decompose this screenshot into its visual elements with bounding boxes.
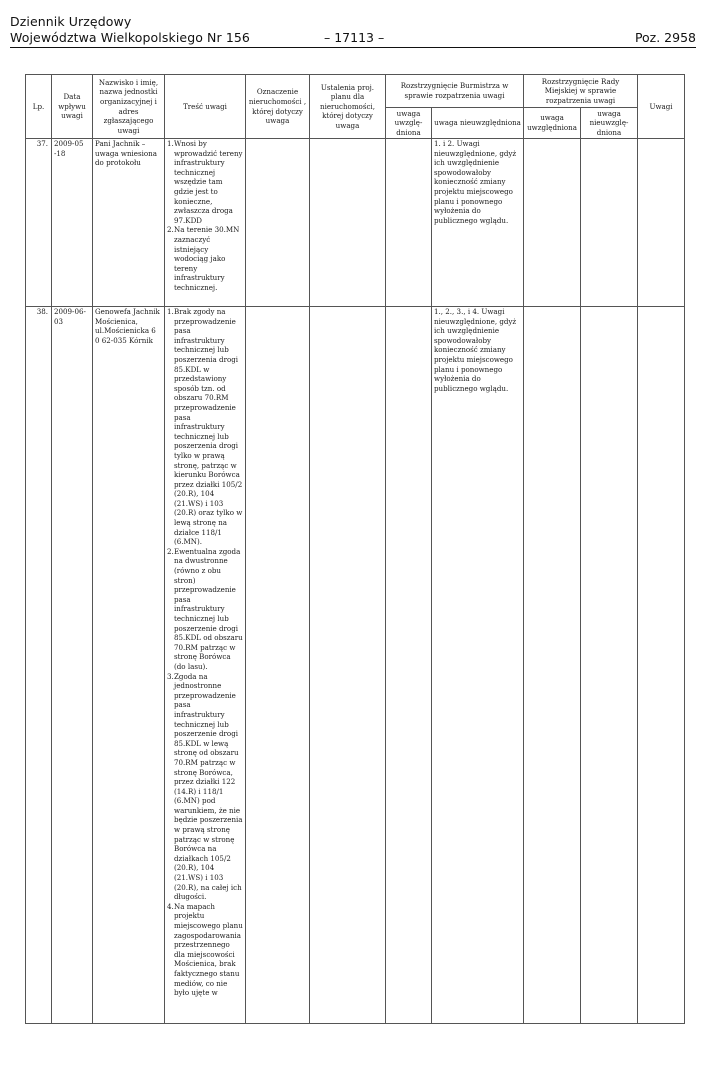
row-property — [246, 307, 310, 1024]
content-item — [167, 902, 243, 998]
content-list — [167, 139, 243, 293]
item-number: 3. — [167, 671, 174, 681]
page-number: – 17113 – — [324, 30, 385, 45]
col-property: Oznaczenie nieruchomości , której dotyczy uwaga — [246, 75, 310, 139]
row-name: Genowefa Jachnik Mościenica, ul.Mościenicka 6 0 62-035 Kórnik — [93, 307, 165, 1024]
item-number: 1. — [167, 307, 174, 316]
content-item — [167, 225, 243, 292]
page-header — [10, 14, 696, 48]
header-divider — [10, 47, 696, 48]
content-item — [167, 547, 243, 672]
row-council-rejected — [581, 139, 638, 307]
table-row — [26, 139, 685, 307]
row-date: 2009-06-03 — [52, 307, 93, 1024]
row-date: 2009-05 -18 — [52, 139, 93, 307]
journal-issue: Województwa Wielkopolskiego Nr 156 — [10, 30, 250, 45]
col-mayor-group: Rozstrzygnięcie Burmistrza w sprawie rozpatrzenia uwagi — [386, 75, 524, 108]
content-list — [167, 307, 243, 998]
col-content: Treść uwagi — [165, 75, 246, 139]
row-mayor-accepted — [386, 139, 432, 307]
item-text: Na mapach projektu miejscowego planu zagospodarowania przestrzennego dla miejscowości Mościenica, brak faktycznego stanu mediów, co nie było ujęte w — [174, 901, 243, 998]
comments-table — [25, 74, 685, 1024]
col-remarks: Uwagi — [638, 75, 685, 139]
row-lp: 38. — [26, 307, 52, 1024]
item-number: 2. — [167, 225, 174, 235]
col-council-group: Rozstrzygnięcie Rady Miejskiej w sprawie rozpatrzenia uwagi — [524, 75, 638, 108]
col-lp: Lp. — [26, 75, 52, 139]
col-mayor-accepted: uwaga uwzglę-dniona — [386, 108, 432, 139]
row-mayor-rejected: 1., 2., 3., i 4. Uwagi nieuwzględnione, gdyż ich uwzględnienie spowodowałoby konieczność zmiany projektu miejscowego planu i ponownego wyłożenia do publicznego wglądu. — [432, 307, 524, 1024]
row-council-accepted — [524, 307, 581, 1024]
row-content — [165, 139, 246, 307]
row-name: Pani Jachnik – uwaga wniesiona do protokołu — [93, 139, 165, 307]
item-text: Wnosi by wprowadzić tereny infrastruktury technicznej wszędzie tam gdzie jest to konieczne, zwłaszcza droga 97.KDD — [174, 139, 243, 225]
item-number: 2. — [167, 546, 174, 556]
table-row — [26, 307, 685, 1024]
row-content — [165, 307, 246, 1024]
item-text: Brak zgody na przeprowadzenie pasa infrastruktury technicznej lub poszerzenia drogi 85.KDL w przedstawiony sposób tzn. od obszaru 70.RM przeprowadzenie pasa infrastruktury technicznej lub poszerzenia drogi tylko w prawą stronę, patrząc w kierunku Borówca przez działki 105/2 (20.R), 104 (21.WS) i 103 (20.R) oraz tylko w lewą stronę na działce 118/1 (6.MN). — [174, 307, 243, 547]
row-plan — [310, 139, 386, 307]
col-date: Data wpływu uwagi — [52, 75, 93, 139]
col-council-rejected: uwaga nieuwzglę-dniona — [581, 108, 638, 139]
row-mayor-accepted — [386, 307, 432, 1024]
content-item — [167, 307, 243, 547]
row-plan — [310, 307, 386, 1024]
row-property — [246, 139, 310, 307]
col-name: Nazwisko i imię, nazwa jednostki organizacyjnej i adres zgłaszającego uwagi — [93, 75, 165, 139]
row-lp: 37. — [26, 139, 52, 307]
item-text: Ewentualna zgoda na dwustronne (równo z obu stron) przeprowadzenie pasa infrastruktury technicznej lub poszerzenie drogi 85.KDL od obszaru 70.RM patrząc w stronę Borówca (do lasu). — [174, 546, 243, 671]
col-plan: Ustalenia proj. planu dla nieruchomości, której dotyczy uwaga — [310, 75, 386, 139]
table-header-row — [26, 75, 685, 108]
row-mayor-rejected: 1. i 2. Uwagi nieuwzględnione, gdyż ich uwzględnienie spowodowałoby konieczność zmiany projektu miejscowego planu i ponownego wyłożenia do publicznego wglądu. — [432, 139, 524, 307]
row-remarks — [638, 307, 685, 1024]
position-number: Poz. 2958 — [634, 30, 696, 45]
journal-title: Dziennik Urzędowy — [10, 14, 132, 29]
row-council-rejected — [581, 307, 638, 1024]
item-text: Na terenie 30.MN zaznaczyć istniejący wodociąg jako tereny infrastruktury technicznej. — [174, 225, 240, 292]
row-remarks — [638, 139, 685, 307]
item-number: 1. — [167, 139, 174, 148]
item-text: Zgoda na jednostronne przeprowadzenie pasa infrastruktury technicznej lub poszerzenie drogi 85.KDL w lewą stronę od obszaru 70.RM patrząc w stronę Borówca, przez działki 122 (14.R) i 118/1 (6.MN) pod warunkiem, że nie będzie poszerzenia w prawą stronę patrząc w stronę Borówca na działkach 105/2 (20.R), 104 (21.WS) i 103 (20.R), na całej ich długości. — [174, 671, 243, 902]
content-item — [167, 672, 243, 902]
item-number: 4. — [167, 901, 174, 911]
col-council-accepted: uwaga uwzględniona — [524, 108, 581, 139]
content-item — [167, 139, 243, 225]
row-council-accepted — [524, 139, 581, 307]
col-mayor-rejected: uwaga nieuwzględniona — [432, 108, 524, 139]
